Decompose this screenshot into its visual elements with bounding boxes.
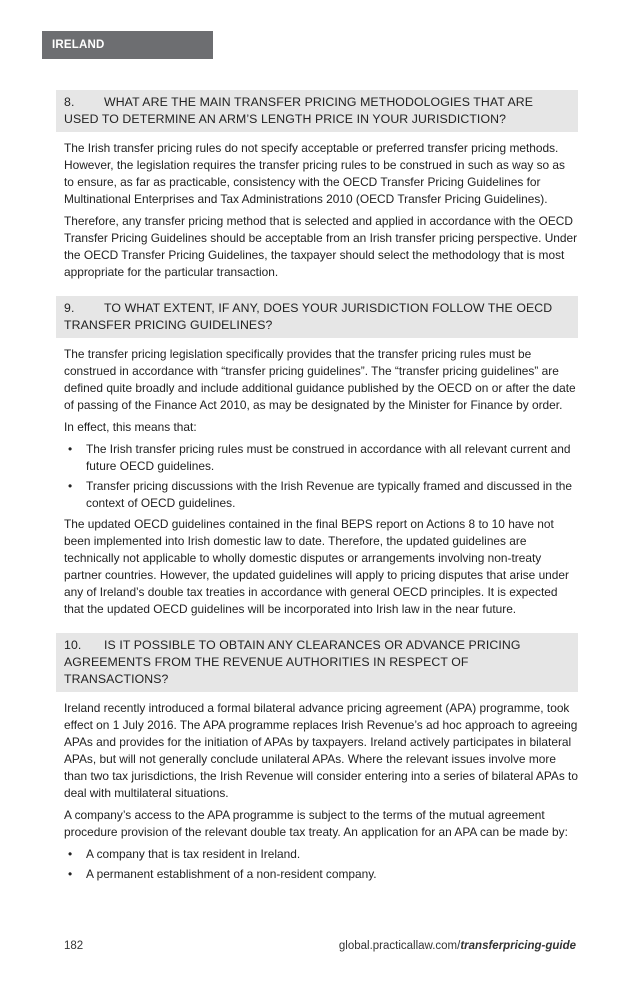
section-10 [56,633,578,883]
list-item: • Transfer pricing discussions with the Irish Revenue are typically framed and discussed in the context of OECD guidelines. [64,478,578,512]
paragraph: A company’s access to the APA programme is subject to the terms of the mutual agreement procedure provision of the relevant double tax treaty. An application for an APA can be made by: [64,808,568,839]
section-heading [56,296,578,338]
section-9 [56,296,578,618]
bullet-list [56,441,578,512]
section-title: WHAT ARE THE MAIN TRANSFER PRICING METHODOLOGIES THAT ARE USED TO DETERMINE AN ARM’S LENGTH PRICE IN YOUR JURISDICTION? [64,95,534,126]
footer-url-prefix: global.practicallaw.com/ [338,940,461,952]
page-content [56,90,578,898]
footer-url[interactable] [339,940,576,952]
paragraph: Ireland recently introduced a formal bilateral advance pricing agreement (APA) programme, took effect on 1 July 2016. The APA programme replaces Irish Revenue’s ad hoc approach to agreeing APAs and provides for the initiation of APAs by taxpayers. Ireland actively participates in bilateral APAs, but will not generally conclude unilateral APAs. Where the relevant issues involve more than two tax jurisdictions, the Irish Revenue will consider entering into a series of bilateral APAs to deal with multilateral situations. [64,701,578,800]
section-heading [56,633,578,692]
list-item: • A permanent establishment of a non-resident company. [64,866,578,883]
section-title: IS IT POSSIBLE TO OBTAIN ANY CLEARANCES OR ADVANCE PRICING AGREEMENTS FROM THE REVENUE AUTHORITIES IN RESPECT OF TRANSACTIONS? [64,638,521,686]
list-item: • A company that is tax resident in Ireland. [64,846,578,863]
section-number: 10. [64,638,82,652]
section-heading [56,90,578,132]
bullet-list [56,846,578,883]
list-item: • The Irish transfer pricing rules must be construed in accordance with all relevant current and future OECD guidelines. [64,441,578,475]
paragraph: The updated OECD guidelines contained in the final BEPS report on Actions 8 to 10 have not been implemented into Irish domestic law to date. Therefore, the updated guidelines are technically not applicable to wholly domestic disputes or arrangements involving non-treaty partner countries. However, the updated guidelines will apply to pricing disputes that arise under any of Ireland’s double tax treaties in accordance with general OECD principles. It is expected that the updated OECD guidelines will be incorporated into Irish law in the near future. [64,517,569,616]
country-tag: IRELAND [42,31,213,59]
section-8 [56,90,578,281]
section-title: TO WHAT EXTENT, IF ANY, DOES YOUR JURISDICTION FOLLOW THE OECD TRANSFER PRICING GUIDELINES? [64,301,553,332]
footer-url-suffix: transferpricing-guide [460,940,576,952]
page-number: 182 [64,940,84,952]
paragraph: The Irish transfer pricing rules do not specify acceptable or preferred transfer pricing methods. However, the legislation requires the transfer pricing rules to be construed in such as way so as to ensure, as far as practicable, consistency with the OECD Transfer Pricing Guidelines for Multinational Enterprises and Tax Administrations 2010 (OECD Transfer Pricing Guidelines). [64,141,565,206]
paragraph: The transfer pricing legislation specifically provides that the transfer pricing rules must be construed in accordance with “transfer pricing guidelines”. The “transfer pricing guidelines” are defined quite broadly and include additional guidance published by the OECD on or after the date of passing of the Finance Act 2010, as may be designated by the Minister for Finance by order. [64,347,576,412]
section-number: 8. [64,95,75,109]
paragraph: In effect, this means that: [64,420,197,434]
section-number: 9. [64,301,75,315]
paragraph: Therefore, any transfer pricing method that is selected and applied in accordance with the OECD Transfer Pricing Guidelines should be acceptable from an Irish transfer pricing perspective. Under the OECD Transfer Pricing Guidelines, the taxpayer should select the methodology that is most appropriate for the particular transaction. [64,214,578,279]
